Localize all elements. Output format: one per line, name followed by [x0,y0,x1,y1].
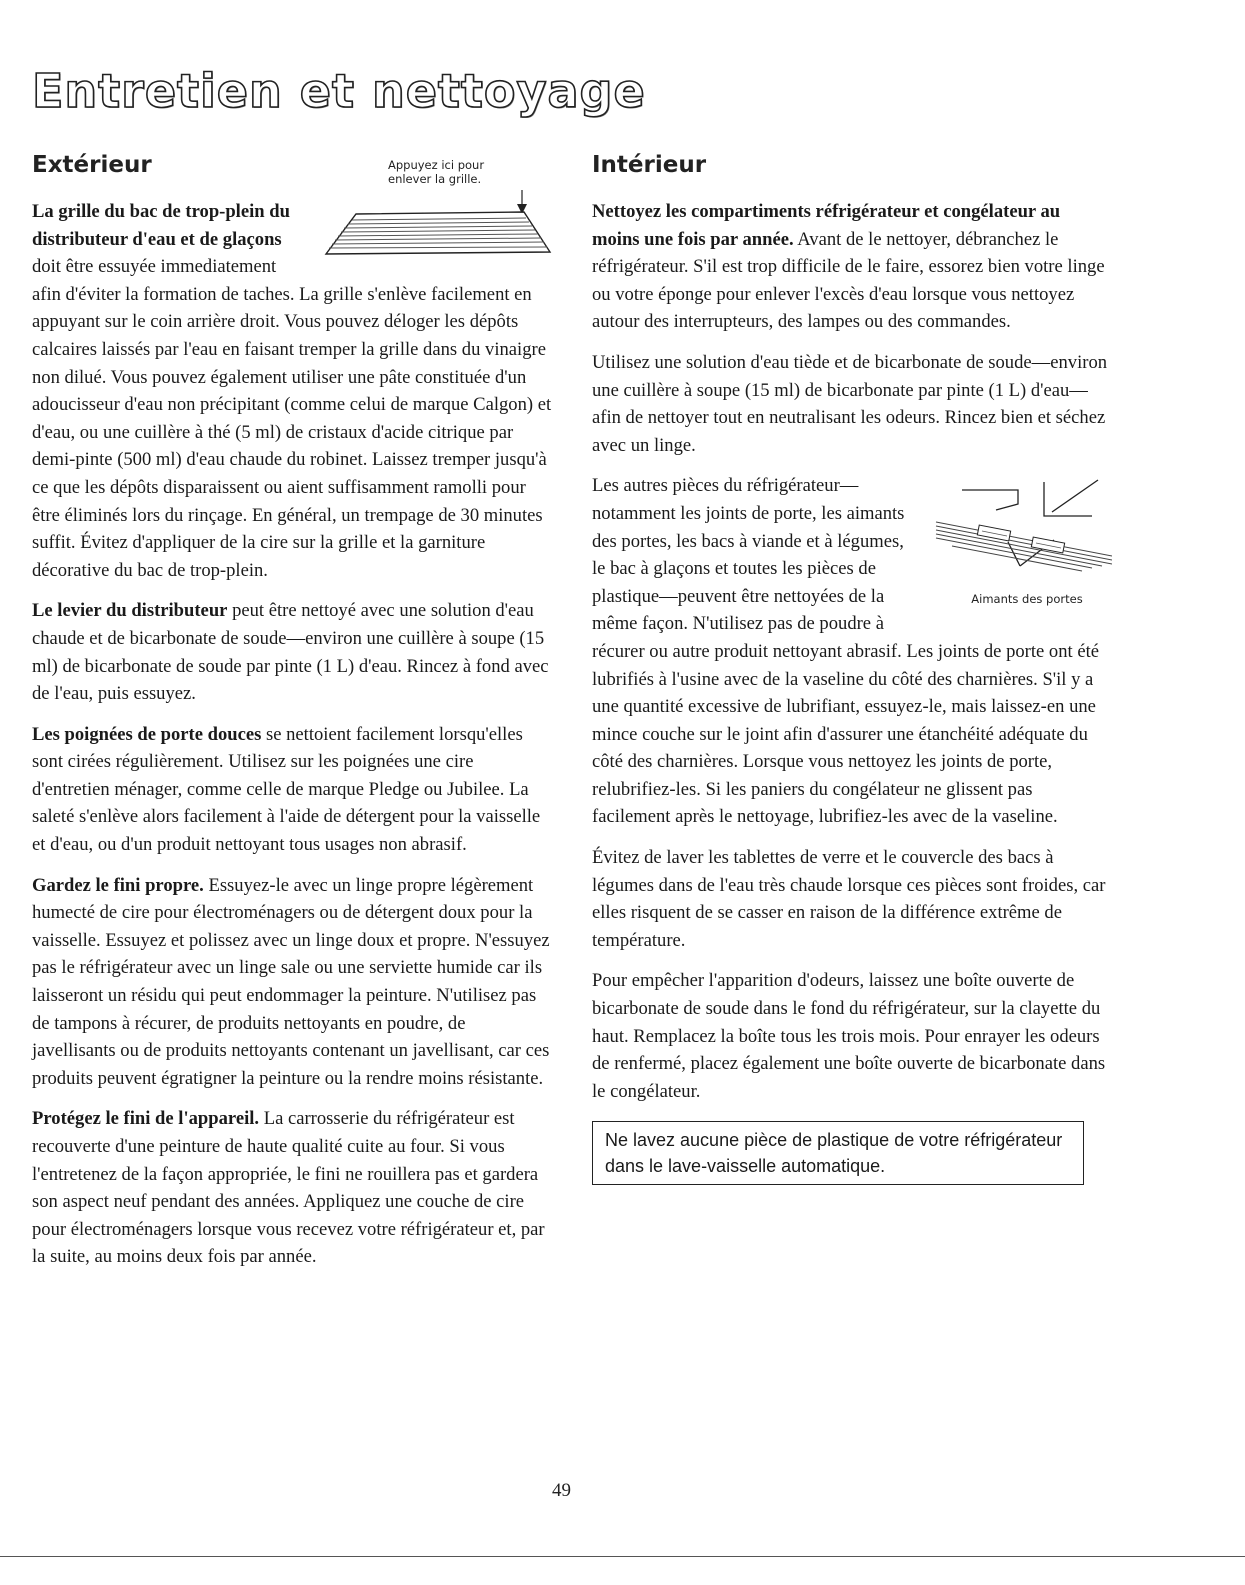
grille-caption-line1: Appuyez ici pour [388,158,485,172]
grille-paragraph: La grille du bac de trop-plein du distributeur d'eau et de glaçons doit être essuyée immediatement afin d'éviter la formation de taches. La grille s'enlève facilement en appuyant sur le coin arrière droit. Vous pouvez déloger les dépôts calcaires laissés par l'eau en faisant tremper la grille dans du vinaigre non dilué. Vous pouvez également utiliser une pâte constituée d'un adoucisseur d'eau non précipitant (comme celui de marque Calgon) et d'eau, ou une cuillère à thé (5 ml) de cristaux d'acide citrique par demi-pinte (500 ml) d'eau chaude du robinet. Laissez tremper jusqu'à ce que les dépôts disparaissent ou aient suffisamment ramolli pour être éliminés lors du rinçage. En général, un trempage de 30 minutes suffit. Évitez d'appliquer de la cire sur la grille et la garniture décorative du bac de trop-plein. [32,201,552,581]
door-magnets-caption: Aimants des portes [971,592,1083,607]
finish-paragraph: Gardez le fini propre. Essuyez-le avec un linge propre légèrement humecté de cire pour électroménagers ou de détergent doux pour la vaisselle. Essuyez et polissez avec un linge doux et propre. N'essuyez pas le réfrigérateur avec un linge sale ou une serviette humide car ils laisseront un résidu qui peut endommager la peinture. N'utilisez pas de tampons à récurer, de produits nettoyants en poudre, de javellisants ou de produits nettoyants contenant un javellisant, car ces produits peuvent égratigner la peinture ou la rendre moins résistante. [32,874,550,1089]
grille-illustration [314,190,552,274]
door-magnets-figure [922,476,1112,618]
grille-figure [314,150,552,274]
interior-column [592,150,1112,1185]
glass-paragraph: Évitez de laver les tablettes de verre et le couvercle des bacs à légumes dans de l'eau très chaude lorsque ces pièces sont froides, car elles risquent de se casser en raison de la différence extrême de température. [592,847,1106,951]
lever-paragraph: Le levier du distributeur peut être nettoyé avec une solution d'eau chaude et de bicarbonate de soude—environ une cuillère à soupe (15 ml) de bicarbonate de soude par pinte (1 L) d'eau. Rincez à fond avec de l'eau, puis essuyez. [32,600,549,705]
protect-paragraph: Protégez le fini de l'appareil. La carrosserie du réfrigérateur est recouverte d'une peinture de haute qualité cuite au four. Si vous l'entretenez de la façon appropriée, le fini ne rouillera pas et gardera son aspect neuf pendant des années. Appliquez une couche de cire pour électroménagers lorsque vous recevez votre réfrigérateur et, par la suite, au moins deux fois par année. [32,1108,545,1268]
warning-box: Ne lavez aucune pièce de plastique de votre réfrigérateur dans le lave-vaisselle automatique. [592,1121,1084,1185]
grille-caption [388,158,548,186]
exterior-column [32,150,552,1284]
door-magnets-illustration [922,476,1112,592]
exterior-heading: Extérieur [32,152,152,178]
clean-paragraph: Nettoyez les compartiments réfrigérateur et congélateur au moins une fois par année. Avant de le nettoyer, débranchez le réfrigérateur. S'il est trop difficile de le faire, essorez bien votre linge ou votre éponge pour enlever l'excès d'eau lorsque vous nettoyez autour des interrupteurs, des lampes ou des commandes. [592,201,1105,333]
page-number: 49 [552,1480,571,1501]
page-title: Entretien et nettoyage [32,64,646,118]
parts-paragraph: Les autres pièces du réfrigérateur—notamment les joints de porte, les aimants des portes, les bacs à viande et à légumes, le bac à glaçons et toutes les pièces de plastique—peuvent être nettoyées de la même façon. N'utilisez pas de poudre à récurer ou autre produit nettoyant abrasif. Les joints de porte ont été lubrifiés à l'usine avec de la vaseline du côté des charnières. S'il y a une quantité excessive de lubrifiant, essuyez-le, mais laissez-en une mince couche sur le joint afin d'assurer une étanchéité adéquate du côté des charnières. Lorsque vous nettoyez les joints de porte, relubrifiez-les. Si les paniers du congélateur ne glissent pas facilement après le nettoyage, lubrifiez-les avec de la vaseline. [592,475,1100,828]
footer-rule [0,1556,1245,1557]
grille-caption-line2: enlever la grille. [388,172,482,186]
handles-paragraph: Les poignées de porte douces se nettoient facilement lorsqu'elles sont cirées régulièrement. Utilisez sur les poignées une cire d'entretien ménager, comme celle de marque Pledge ou Jubilee. La saleté s'enlève alors facilement à l'aide de détergent pour la vaisselle et d'eau, ou d'un produit nettoyant tous usages non abrasif. [32,723,541,856]
odor-paragraph: Pour empêcher l'apparition d'odeurs, laissez une boîte ouverte de bicarbonate de soude dans le fond du réfrigérateur, sur la clayette du haut. Remplacez la boîte tous les trois mois. Pour enrayer les odeurs de renfermé, placez également une boîte ouverte de bicarbonate dans le congélateur. [592,970,1106,1102]
interior-heading: Intérieur [592,152,707,178]
solution-paragraph: Utilisez une solution d'eau tiède et de bicarbonate de soude—environ une cuillère à soupe (15 ml) de bicarbonate par pinte (1 L) d'eau—afin de nettoyer tout en neutralisant les odeurs. Rincez bien et séchez avec un linge. [592,351,1108,456]
